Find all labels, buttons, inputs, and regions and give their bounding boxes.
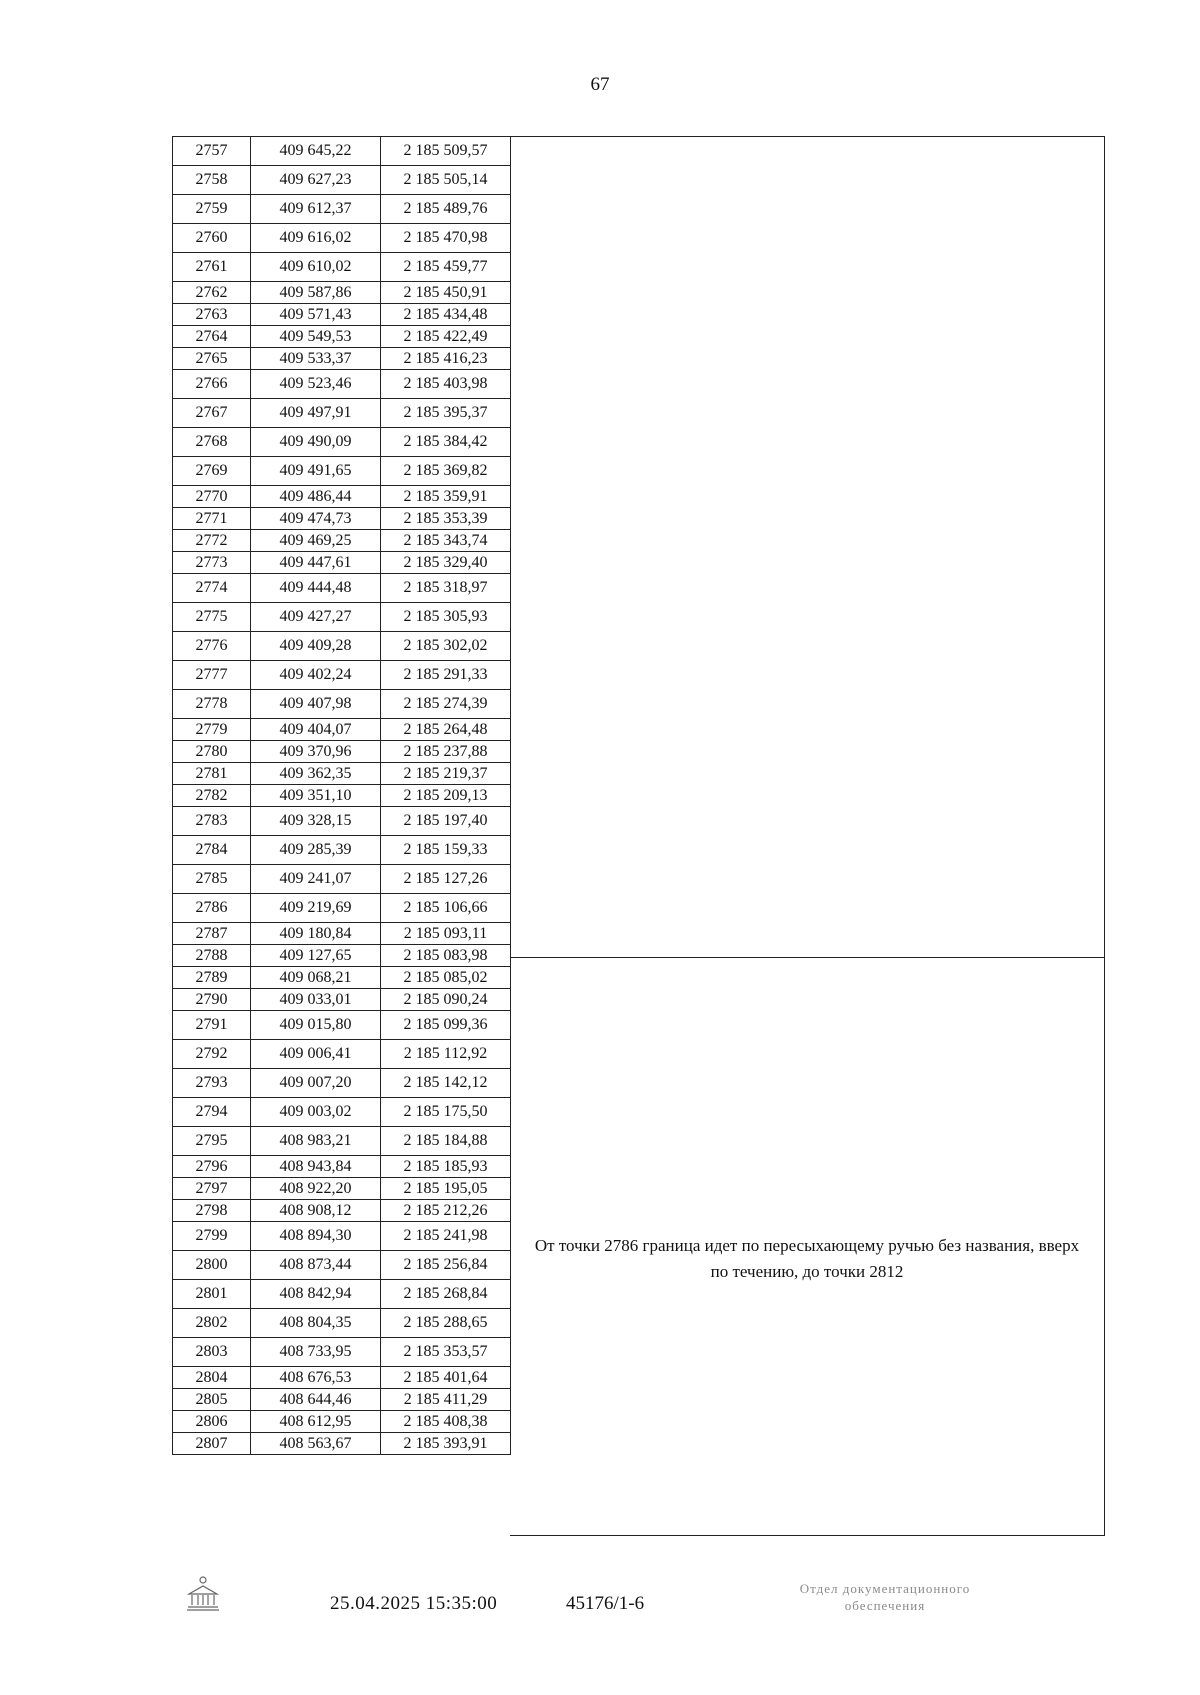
x-coordinate-cell: 409 447,61 <box>251 552 381 574</box>
footer-document-code: 45176/1-6 <box>566 1593 645 1614</box>
y-coordinate-cell: 2 185 416,23 <box>381 348 511 370</box>
table-row <box>173 989 511 1011</box>
point-number-cell: 2759 <box>173 195 251 224</box>
point-number-cell: 2770 <box>173 486 251 508</box>
point-number-cell: 2799 <box>173 1222 251 1251</box>
table-row <box>173 166 511 195</box>
footer-stamp <box>740 1580 1030 1614</box>
x-coordinate-cell: 409 015,80 <box>251 1011 381 1040</box>
y-coordinate-cell: 2 185 175,50 <box>381 1098 511 1127</box>
table-row <box>173 1338 511 1367</box>
table-row <box>173 865 511 894</box>
y-coordinate-cell: 2 185 219,37 <box>381 763 511 785</box>
y-coordinate-cell: 2 185 268,84 <box>381 1280 511 1309</box>
table-row <box>173 1309 511 1338</box>
table-row <box>173 224 511 253</box>
point-number-cell: 2786 <box>173 894 251 923</box>
x-coordinate-cell: 409 497,91 <box>251 399 381 428</box>
x-coordinate-cell: 409 402,24 <box>251 661 381 690</box>
point-number-cell: 2804 <box>173 1367 251 1389</box>
y-coordinate-cell: 2 185 411,29 <box>381 1389 511 1411</box>
boundary-description: От точки 2786 граница идет по пересыхающему ручью без названия, вверх по течению, до точки 2812 <box>534 1236 1080 1281</box>
y-coordinate-cell: 2 185 288,65 <box>381 1309 511 1338</box>
x-coordinate-cell: 409 404,07 <box>251 719 381 741</box>
x-coordinate-cell: 409 068,21 <box>251 967 381 989</box>
x-coordinate-cell: 409 407,98 <box>251 690 381 719</box>
footer-stamp-line-1: Отдел документационного <box>799 1581 971 1596</box>
table-row <box>173 1367 511 1389</box>
x-coordinate-cell: 408 804,35 <box>251 1309 381 1338</box>
y-coordinate-cell: 2 185 422,49 <box>381 326 511 348</box>
point-number-cell: 2800 <box>173 1251 251 1280</box>
y-coordinate-cell: 2 185 209,13 <box>381 785 511 807</box>
table-row <box>173 967 511 989</box>
x-coordinate-cell: 409 370,96 <box>251 741 381 763</box>
point-number-cell: 2806 <box>173 1411 251 1433</box>
table-row <box>173 690 511 719</box>
x-coordinate-cell: 409 033,01 <box>251 989 381 1011</box>
x-coordinate-cell: 409 444,48 <box>251 574 381 603</box>
x-coordinate-cell: 409 627,23 <box>251 166 381 195</box>
point-number-cell: 2795 <box>173 1127 251 1156</box>
y-coordinate-cell: 2 185 274,39 <box>381 690 511 719</box>
point-number-cell: 2785 <box>173 865 251 894</box>
y-coordinate-cell: 2 185 112,92 <box>381 1040 511 1069</box>
x-coordinate-cell: 409 003,02 <box>251 1098 381 1127</box>
point-number-cell: 2769 <box>173 457 251 486</box>
institution-emblem-icon <box>183 1574 223 1614</box>
x-coordinate-cell: 409 469,25 <box>251 530 381 552</box>
y-coordinate-cell: 2 185 459,77 <box>381 253 511 282</box>
point-number-cell: 2757 <box>173 137 251 166</box>
x-coordinate-cell: 409 523,46 <box>251 370 381 399</box>
table-row <box>173 574 511 603</box>
y-coordinate-cell: 2 185 470,98 <box>381 224 511 253</box>
point-number-cell: 2790 <box>173 989 251 1011</box>
table-row <box>173 348 511 370</box>
x-coordinate-cell: 409 409,28 <box>251 632 381 661</box>
table-row <box>173 304 511 326</box>
point-number-cell: 2771 <box>173 508 251 530</box>
point-number-cell: 2763 <box>173 304 251 326</box>
point-number-cell: 2796 <box>173 1156 251 1178</box>
x-coordinate-cell: 409 362,35 <box>251 763 381 785</box>
y-coordinate-cell: 2 185 450,91 <box>381 282 511 304</box>
footer-stamp-line-2: обеспечения <box>844 1598 926 1613</box>
x-coordinate-cell: 409 491,65 <box>251 457 381 486</box>
y-coordinate-cell: 2 185 083,98 <box>381 945 511 967</box>
description-divider <box>510 957 1104 958</box>
table-row <box>173 603 511 632</box>
table-row <box>173 428 511 457</box>
y-coordinate-cell: 2 185 359,91 <box>381 486 511 508</box>
coordinates-table <box>172 136 511 1455</box>
y-coordinate-cell: 2 185 393,91 <box>381 1433 511 1455</box>
y-coordinate-cell: 2 185 434,48 <box>381 304 511 326</box>
y-coordinate-cell: 2 185 185,93 <box>381 1156 511 1178</box>
table-row <box>173 785 511 807</box>
x-coordinate-cell: 408 983,21 <box>251 1127 381 1156</box>
x-coordinate-cell: 409 533,37 <box>251 348 381 370</box>
y-coordinate-cell: 2 185 264,48 <box>381 719 511 741</box>
x-coordinate-cell: 408 644,46 <box>251 1389 381 1411</box>
table-row <box>173 1251 511 1280</box>
table-row <box>173 1040 511 1069</box>
point-number-cell: 2781 <box>173 763 251 785</box>
x-coordinate-cell: 408 676,53 <box>251 1367 381 1389</box>
y-coordinate-cell: 2 185 509,57 <box>381 137 511 166</box>
point-number-cell: 2805 <box>173 1389 251 1411</box>
point-number-cell: 2807 <box>173 1433 251 1455</box>
point-number-cell: 2761 <box>173 253 251 282</box>
y-coordinate-cell: 2 185 142,12 <box>381 1069 511 1098</box>
point-number-cell: 2764 <box>173 326 251 348</box>
x-coordinate-cell: 409 427,27 <box>251 603 381 632</box>
y-coordinate-cell: 2 185 329,40 <box>381 552 511 574</box>
y-coordinate-cell: 2 185 401,64 <box>381 1367 511 1389</box>
y-coordinate-cell: 2 185 353,39 <box>381 508 511 530</box>
y-coordinate-cell: 2 185 197,40 <box>381 807 511 836</box>
x-coordinate-cell: 408 922,20 <box>251 1178 381 1200</box>
point-number-cell: 2780 <box>173 741 251 763</box>
x-coordinate-cell: 408 612,95 <box>251 1411 381 1433</box>
point-number-cell: 2797 <box>173 1178 251 1200</box>
point-number-cell: 2782 <box>173 785 251 807</box>
table-row <box>173 1222 511 1251</box>
point-number-cell: 2766 <box>173 370 251 399</box>
y-coordinate-cell: 2 185 395,37 <box>381 399 511 428</box>
table-row <box>173 457 511 486</box>
boundary-sheet <box>172 136 1105 1536</box>
y-coordinate-cell: 2 185 489,76 <box>381 195 511 224</box>
x-coordinate-cell: 409 616,02 <box>251 224 381 253</box>
y-coordinate-cell: 2 185 184,88 <box>381 1127 511 1156</box>
point-number-cell: 2776 <box>173 632 251 661</box>
table-row <box>173 530 511 552</box>
y-coordinate-cell: 2 185 403,98 <box>381 370 511 399</box>
point-number-cell: 2772 <box>173 530 251 552</box>
page-number: 67 <box>590 74 610 95</box>
y-coordinate-cell: 2 185 195,05 <box>381 1178 511 1200</box>
point-number-cell: 2792 <box>173 1040 251 1069</box>
y-coordinate-cell: 2 185 353,57 <box>381 1338 511 1367</box>
point-number-cell: 2794 <box>173 1098 251 1127</box>
y-coordinate-cell: 2 185 093,11 <box>381 923 511 945</box>
y-coordinate-cell: 2 185 369,82 <box>381 457 511 486</box>
point-number-cell: 2758 <box>173 166 251 195</box>
table-row <box>173 836 511 865</box>
table-row <box>173 195 511 224</box>
table-row <box>173 370 511 399</box>
point-number-cell: 2803 <box>173 1338 251 1367</box>
footer-datetime: 25.04.2025 15:35:00 <box>330 1593 498 1614</box>
point-number-cell: 2765 <box>173 348 251 370</box>
table-row <box>173 552 511 574</box>
table-row <box>173 1389 511 1411</box>
y-coordinate-cell: 2 185 237,88 <box>381 741 511 763</box>
table-row <box>173 508 511 530</box>
x-coordinate-cell: 409 549,53 <box>251 326 381 348</box>
table-row <box>173 894 511 923</box>
point-number-cell: 2762 <box>173 282 251 304</box>
x-coordinate-cell: 409 219,69 <box>251 894 381 923</box>
point-number-cell: 2768 <box>173 428 251 457</box>
y-coordinate-cell: 2 185 106,66 <box>381 894 511 923</box>
table-row <box>173 741 511 763</box>
y-coordinate-cell: 2 185 318,97 <box>381 574 511 603</box>
point-number-cell: 2778 <box>173 690 251 719</box>
table-row <box>173 282 511 304</box>
x-coordinate-cell: 408 563,67 <box>251 1433 381 1455</box>
table-row <box>173 632 511 661</box>
description-column <box>510 136 1105 1536</box>
x-coordinate-cell: 409 474,73 <box>251 508 381 530</box>
point-number-cell: 2774 <box>173 574 251 603</box>
point-number-cell: 2767 <box>173 399 251 428</box>
x-coordinate-cell: 408 873,44 <box>251 1251 381 1280</box>
x-coordinate-cell: 408 908,12 <box>251 1200 381 1222</box>
x-coordinate-cell: 409 285,39 <box>251 836 381 865</box>
y-coordinate-cell: 2 185 408,38 <box>381 1411 511 1433</box>
x-coordinate-cell: 409 571,43 <box>251 304 381 326</box>
x-coordinate-cell: 409 490,09 <box>251 428 381 457</box>
table-row <box>173 253 511 282</box>
point-number-cell: 2777 <box>173 661 251 690</box>
y-coordinate-cell: 2 185 159,33 <box>381 836 511 865</box>
x-coordinate-cell: 408 733,95 <box>251 1338 381 1367</box>
x-coordinate-cell: 409 612,37 <box>251 195 381 224</box>
x-coordinate-cell: 409 241,07 <box>251 865 381 894</box>
table-row <box>173 1098 511 1127</box>
point-number-cell: 2793 <box>173 1069 251 1098</box>
table-row <box>173 719 511 741</box>
table-row <box>173 1280 511 1309</box>
point-number-cell: 2779 <box>173 719 251 741</box>
table-row <box>173 137 511 166</box>
table-row <box>173 945 511 967</box>
y-coordinate-cell: 2 185 212,26 <box>381 1200 511 1222</box>
point-number-cell: 2783 <box>173 807 251 836</box>
point-number-cell: 2801 <box>173 1280 251 1309</box>
table-row <box>173 661 511 690</box>
coordinates-table-body <box>173 137 511 1455</box>
y-coordinate-cell: 2 185 291,33 <box>381 661 511 690</box>
table-row <box>173 1433 511 1455</box>
x-coordinate-cell: 409 328,15 <box>251 807 381 836</box>
y-coordinate-cell: 2 185 343,74 <box>381 530 511 552</box>
x-coordinate-cell: 408 943,84 <box>251 1156 381 1178</box>
y-coordinate-cell: 2 185 305,93 <box>381 603 511 632</box>
y-coordinate-cell: 2 185 085,02 <box>381 967 511 989</box>
point-number-cell: 2775 <box>173 603 251 632</box>
y-coordinate-cell: 2 185 384,42 <box>381 428 511 457</box>
x-coordinate-cell: 409 007,20 <box>251 1069 381 1098</box>
table-row <box>173 486 511 508</box>
table-row <box>173 326 511 348</box>
table-row <box>173 763 511 785</box>
y-coordinate-cell: 2 185 127,26 <box>381 865 511 894</box>
x-coordinate-cell: 409 587,86 <box>251 282 381 304</box>
table-row <box>173 923 511 945</box>
x-coordinate-cell: 409 351,10 <box>251 785 381 807</box>
point-number-cell: 2760 <box>173 224 251 253</box>
point-number-cell: 2773 <box>173 552 251 574</box>
x-coordinate-cell: 408 842,94 <box>251 1280 381 1309</box>
table-row <box>173 399 511 428</box>
point-number-cell: 2789 <box>173 967 251 989</box>
table-row <box>173 1178 511 1200</box>
x-coordinate-cell: 409 610,02 <box>251 253 381 282</box>
table-row <box>173 1069 511 1098</box>
x-coordinate-cell: 409 645,22 <box>251 137 381 166</box>
point-number-cell: 2791 <box>173 1011 251 1040</box>
point-number-cell: 2802 <box>173 1309 251 1338</box>
table-row <box>173 1411 511 1433</box>
table-row <box>173 1127 511 1156</box>
x-coordinate-cell: 409 486,44 <box>251 486 381 508</box>
y-coordinate-cell: 2 185 099,36 <box>381 1011 511 1040</box>
table-row <box>173 1200 511 1222</box>
y-coordinate-cell: 2 185 241,98 <box>381 1222 511 1251</box>
y-coordinate-cell: 2 185 505,14 <box>381 166 511 195</box>
point-number-cell: 2788 <box>173 945 251 967</box>
x-coordinate-cell: 409 180,84 <box>251 923 381 945</box>
table-row <box>173 1156 511 1178</box>
point-number-cell: 2787 <box>173 923 251 945</box>
x-coordinate-cell: 409 006,41 <box>251 1040 381 1069</box>
y-coordinate-cell: 2 185 090,24 <box>381 989 511 1011</box>
x-coordinate-cell: 409 127,65 <box>251 945 381 967</box>
table-row <box>173 1011 511 1040</box>
table-row <box>173 807 511 836</box>
point-number-cell: 2784 <box>173 836 251 865</box>
x-coordinate-cell: 408 894,30 <box>251 1222 381 1251</box>
y-coordinate-cell: 2 185 256,84 <box>381 1251 511 1280</box>
point-number-cell: 2798 <box>173 1200 251 1222</box>
y-coordinate-cell: 2 185 302,02 <box>381 632 511 661</box>
